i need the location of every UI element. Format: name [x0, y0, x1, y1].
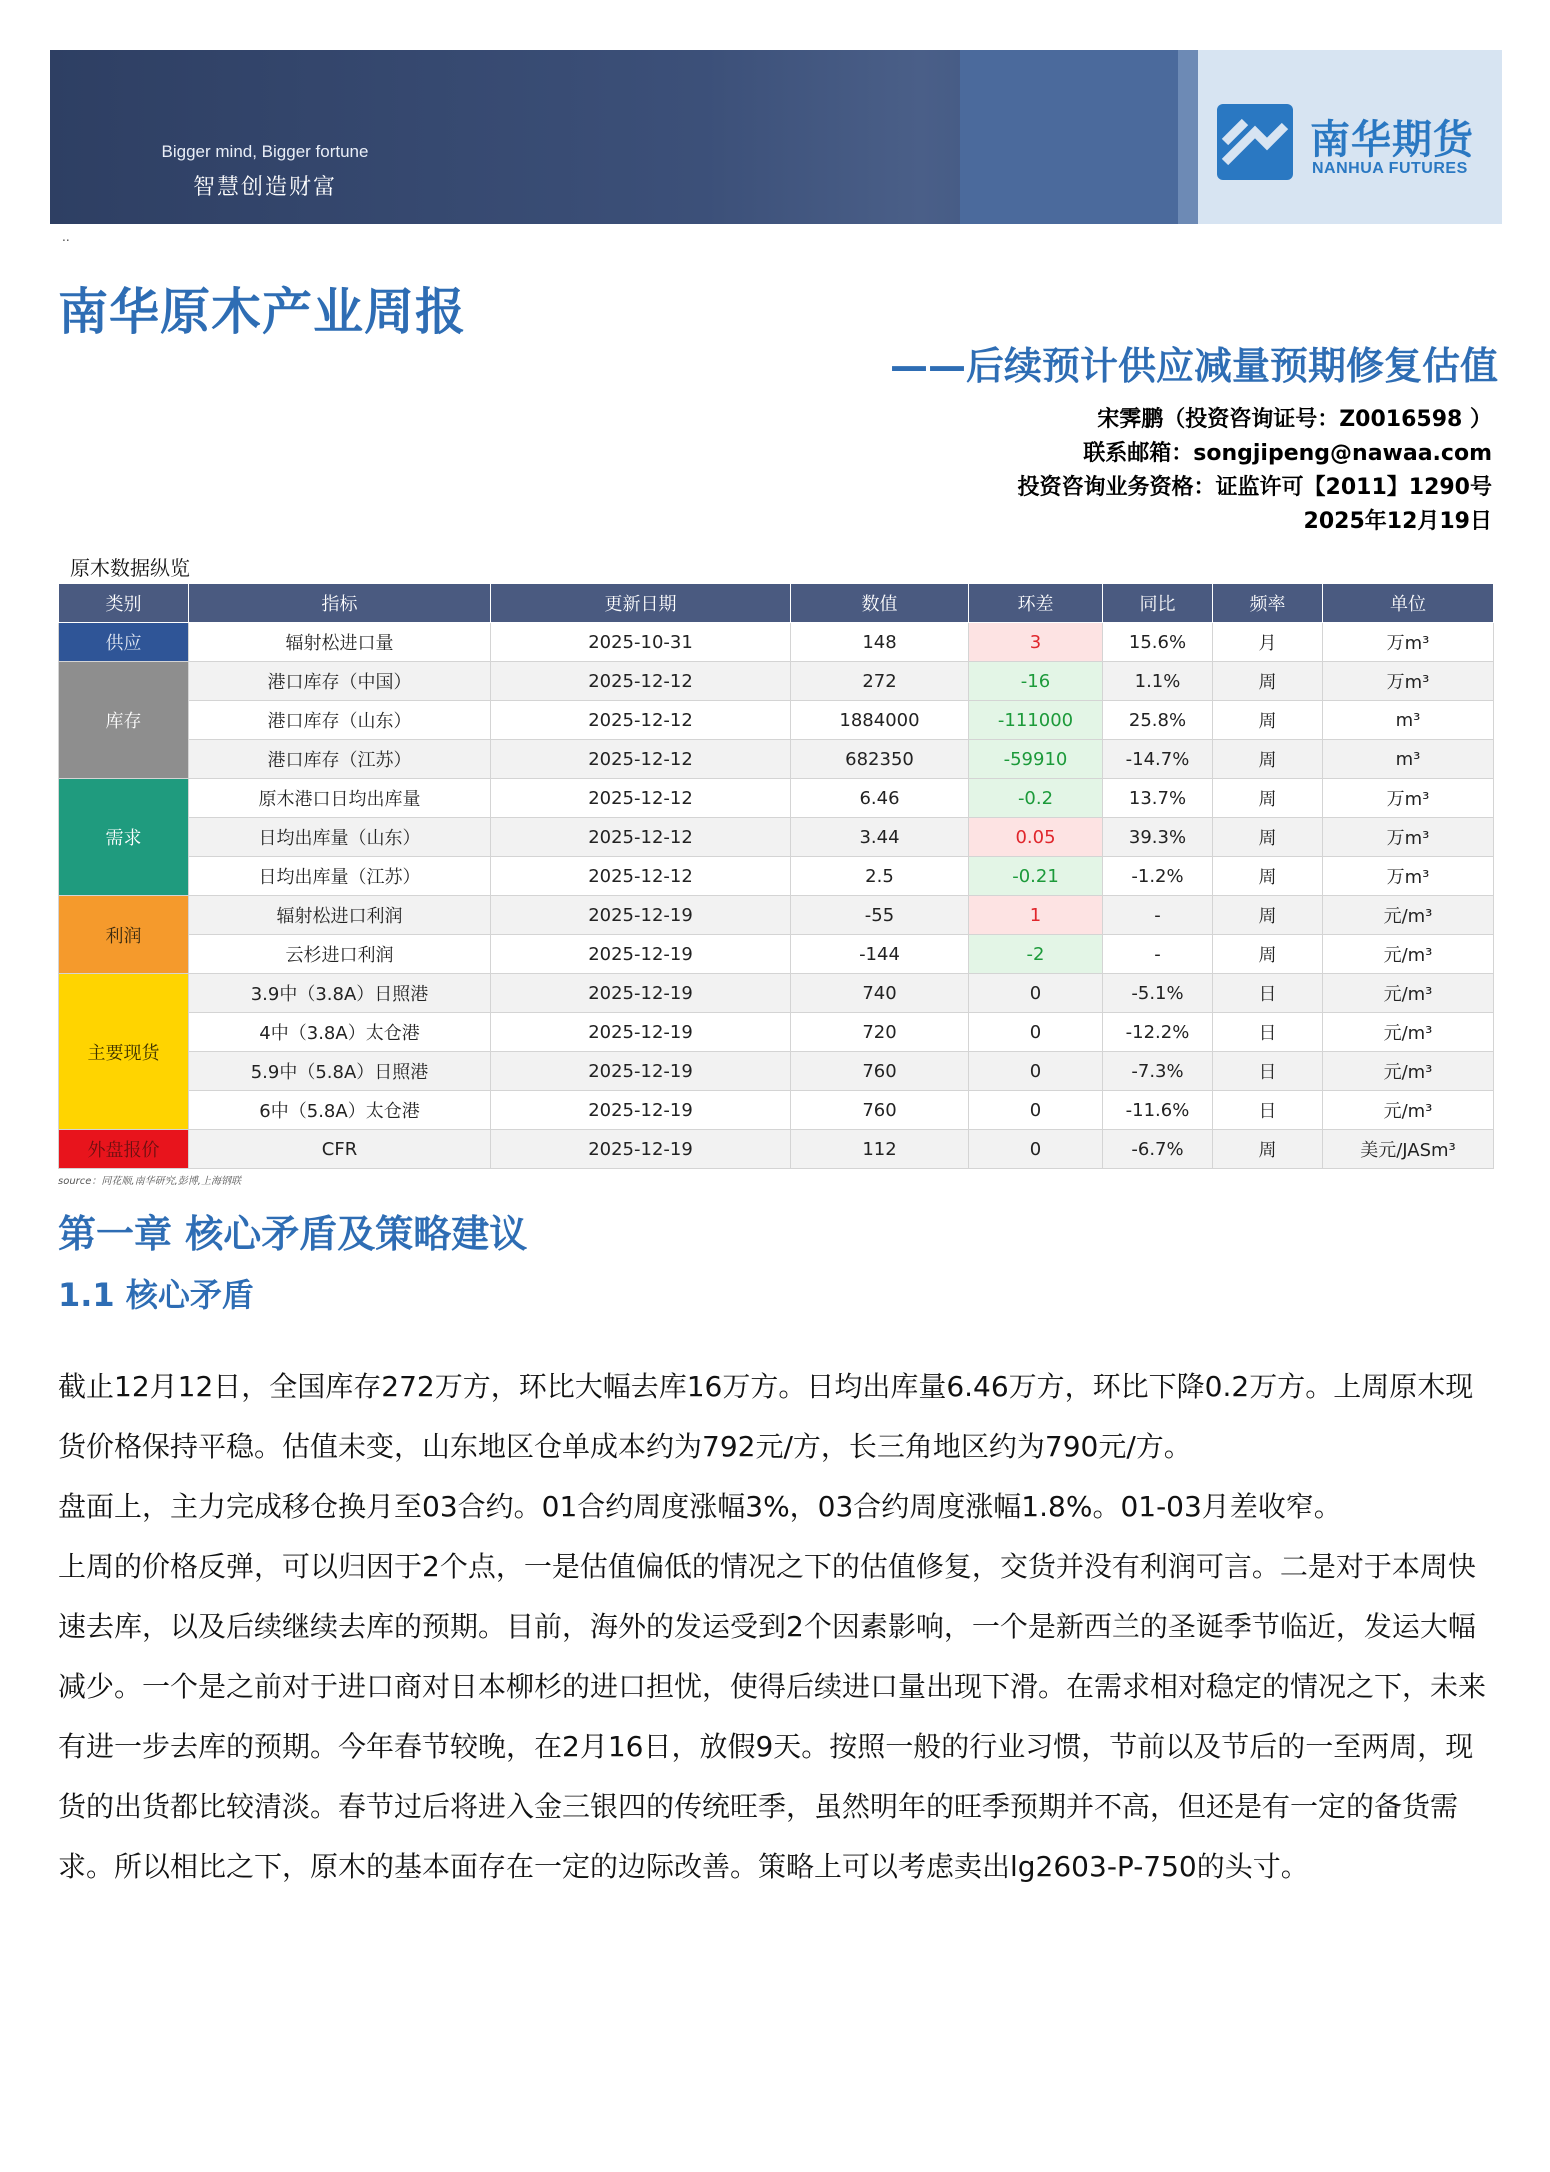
table-row [59, 896, 1494, 935]
freq-cell: 周 [1213, 896, 1323, 935]
value-cell: -144 [791, 935, 969, 974]
header-cell: 更新日期 [491, 584, 791, 623]
diff-cell: 0 [969, 1130, 1103, 1169]
table-row [59, 701, 1494, 740]
banner-band [1178, 50, 1198, 224]
indicator-cell: 港口库存（江苏） [189, 740, 491, 779]
table-row [59, 1013, 1494, 1052]
yoy-cell: -6.7% [1103, 1130, 1213, 1169]
freq-cell: 周 [1213, 1130, 1323, 1169]
unit-cell: 元/m³ [1323, 935, 1494, 974]
marker-dots: .. [62, 230, 70, 244]
report-date: 2025年12月19日 [1303, 509, 1492, 534]
header-cell: 数值 [791, 584, 969, 623]
table-row [59, 1091, 1494, 1130]
header-cell: 单位 [1323, 584, 1494, 623]
indicator-cell: 港口库存（山东） [189, 701, 491, 740]
date-cell: 2025-12-12 [491, 740, 791, 779]
freq-cell: 周 [1213, 740, 1323, 779]
header-cell: 频率 [1213, 584, 1323, 623]
unit-cell: 元/m³ [1323, 1013, 1494, 1052]
category-cell-profit: 利润 [59, 896, 189, 974]
table-row [59, 935, 1494, 974]
value-cell: 740 [791, 974, 969, 1013]
indicator-cell: 原木港口日均出库量 [189, 779, 491, 818]
date-cell: 2025-12-12 [491, 779, 791, 818]
header-cell: 指标 [189, 584, 491, 623]
diff-cell: 3 [969, 623, 1103, 662]
slogan-cn: 智慧创造财富 [192, 175, 337, 200]
date-cell: 2025-12-12 [491, 701, 791, 740]
unit-cell: 万m³ [1323, 779, 1494, 818]
unit-cell: 元/m³ [1323, 974, 1494, 1013]
value-cell: 6.46 [791, 779, 969, 818]
diff-cell: 0 [969, 974, 1103, 1013]
table-row [59, 857, 1494, 896]
yoy-cell: 1.1% [1103, 662, 1213, 701]
table-row [59, 779, 1494, 818]
header-cell: 类别 [59, 584, 189, 623]
value-cell: 682350 [791, 740, 969, 779]
freq-cell: 周 [1213, 701, 1323, 740]
indicator-cell: 4中（3.8A）太仓港 [189, 1013, 491, 1052]
date-cell: 2025-12-19 [491, 1013, 791, 1052]
date-cell: 2025-12-12 [491, 818, 791, 857]
unit-cell: 万m³ [1323, 623, 1494, 662]
date-cell: 2025-12-19 [491, 935, 791, 974]
unit-cell: 元/m³ [1323, 1052, 1494, 1091]
diff-cell: 0 [969, 1052, 1103, 1091]
indicator-cell: 辐射松进口量 [189, 623, 491, 662]
body-text [58, 1357, 1498, 1897]
logo-text-cn: 南华期货 [1310, 117, 1474, 163]
category-cell-stock: 库存 [59, 662, 189, 779]
freq-cell: 周 [1213, 818, 1323, 857]
date-cell: 2025-12-12 [491, 662, 791, 701]
freq-cell: 周 [1213, 779, 1323, 818]
report-subtitle: ——后续预计供应减量预期修复估值 [889, 344, 1498, 388]
diff-cell: 1 [969, 896, 1103, 935]
unit-cell: 元/m³ [1323, 1091, 1494, 1130]
category-cell-supply: 供应 [59, 623, 189, 662]
value-cell: 2.5 [791, 857, 969, 896]
table-row [59, 974, 1494, 1013]
unit-cell: 万m³ [1323, 662, 1494, 701]
author-block [1018, 403, 1492, 539]
nanhua-logo-icon [1215, 102, 1295, 182]
diff-cell: -0.2 [969, 779, 1103, 818]
yoy-cell: 13.7% [1103, 779, 1213, 818]
yoy-cell: 25.8% [1103, 701, 1213, 740]
yoy-cell: -7.3% [1103, 1052, 1213, 1091]
value-cell: 3.44 [791, 818, 969, 857]
date-cell: 2025-12-19 [491, 1091, 791, 1130]
yoy-cell: -14.7% [1103, 740, 1213, 779]
value-cell: 272 [791, 662, 969, 701]
paragraph: 上周的价格反弹，可以归因于2个点，一是估值偏低的情况之下的估值修复，交货并没有利润可言。二是对于本周快速去库，以及后续继续去库的预期。目前，海外的发运受到2个因素影响，一个是新西兰的圣诞季节临近，发运大幅减少。一个是之前对于进口商对日本柳杉的进口担忧，使得后续进口量出现下滑。在需求相对稳定的情况之下，未来有进一步去库的预期。今年春节较晚，在2月16日，放假9天。按照一般的行业习惯，节前以及节后的一至两周，现货的出货都比较清淡。春节过后将进入金三银四的传统旺季，虽然明年的旺季预期并不高，但还是有一定的备货需求。所以相比之下，原木的基本面存在一定的边际改善。策略上可以考虑卖出lg2603-P-750的头寸。 [58, 1550, 1487, 1883]
diff-cell: 0 [969, 1013, 1103, 1052]
diff-cell: -2 [969, 935, 1103, 974]
indicator-cell: 6中（5.8A）太仓港 [189, 1091, 491, 1130]
date-cell: 2025-12-19 [491, 896, 791, 935]
header-cell: 同比 [1103, 584, 1213, 623]
freq-cell: 周 [1213, 662, 1323, 701]
freq-cell: 周 [1213, 857, 1323, 896]
yoy-cell: 15.6% [1103, 623, 1213, 662]
diff-cell: -59910 [969, 740, 1103, 779]
value-cell: 112 [791, 1130, 969, 1169]
diff-cell: 0 [969, 1091, 1103, 1130]
diff-cell: -0.21 [969, 857, 1103, 896]
value-cell: 1884000 [791, 701, 969, 740]
value-cell: -55 [791, 896, 969, 935]
date-cell: 2025-12-19 [491, 1052, 791, 1091]
yoy-cell: 39.3% [1103, 818, 1213, 857]
data-overview-table [58, 583, 1494, 1169]
slogan-en: Bigger mind, Bigger fortune [161, 142, 369, 161]
table-row [59, 1052, 1494, 1091]
indicator-cell: 辐射松进口利润 [189, 896, 491, 935]
date-cell: 2025-12-19 [491, 974, 791, 1013]
yoy-cell: - [1103, 935, 1213, 974]
category-cell-demand: 需求 [59, 779, 189, 896]
yoy-cell: -12.2% [1103, 1013, 1213, 1052]
diff-cell: -16 [969, 662, 1103, 701]
value-cell: 148 [791, 623, 969, 662]
chapter-heading: 第一章 核心矛盾及策略建议 [58, 1212, 528, 1256]
logo-text-en: NANHUA FUTURES [1312, 160, 1468, 177]
diff-cell: 0.05 [969, 818, 1103, 857]
indicator-cell: 日均出库量（山东） [189, 818, 491, 857]
freq-cell: 月 [1213, 623, 1323, 662]
freq-cell: 周 [1213, 935, 1323, 974]
indicator-cell: 日均出库量（江苏） [189, 857, 491, 896]
freq-cell: 日 [1213, 1091, 1323, 1130]
yoy-cell: -11.6% [1103, 1091, 1213, 1130]
yoy-cell: - [1103, 896, 1213, 935]
indicator-cell: 5.9中（5.8A）日照港 [189, 1052, 491, 1091]
freq-cell: 日 [1213, 1052, 1323, 1091]
banner-band [960, 50, 1178, 224]
report-title: 南华原木产业周报 [58, 283, 466, 341]
author-name: 宋霁鹏（投资咨询证号：Z0016598 ） [1097, 407, 1492, 432]
indicator-cell: CFR [189, 1130, 491, 1169]
paragraph: 盘面上，主力完成移仓换月至03合约。01合约周度涨幅3%，03合约周度涨幅1.8%。01-03月差收窄。 [58, 1490, 1342, 1523]
indicator-cell: 港口库存（中国） [189, 662, 491, 701]
value-cell: 760 [791, 1052, 969, 1091]
table-caption: 原木数据纵览 [70, 556, 190, 580]
table-header-row [59, 584, 1494, 623]
unit-cell: 美元/JASm³ [1323, 1130, 1494, 1169]
table-source: source：同花顺,南华研究,彭博,上海钢联 [58, 1176, 241, 1187]
date-cell: 2025-12-12 [491, 857, 791, 896]
unit-cell: 万m³ [1323, 857, 1494, 896]
section-heading: 1.1 核心矛盾 [58, 1276, 254, 1314]
freq-cell: 日 [1213, 1013, 1323, 1052]
date-cell: 2025-12-19 [491, 1130, 791, 1169]
diff-cell: -111000 [969, 701, 1103, 740]
unit-cell: m³ [1323, 701, 1494, 740]
table-row [59, 1130, 1494, 1169]
unit-cell: 元/m³ [1323, 896, 1494, 935]
yoy-cell: -5.1% [1103, 974, 1213, 1013]
value-cell: 720 [791, 1013, 969, 1052]
indicator-cell: 3.9中（3.8A）日照港 [189, 974, 491, 1013]
unit-cell: 万m³ [1323, 818, 1494, 857]
value-cell: 760 [791, 1091, 969, 1130]
header-cell: 环差 [969, 584, 1103, 623]
category-cell-spot: 主要现货 [59, 974, 189, 1130]
table-row [59, 740, 1494, 779]
date-cell: 2025-10-31 [491, 623, 791, 662]
indicator-cell: 云杉进口利润 [189, 935, 491, 974]
yoy-cell: -1.2% [1103, 857, 1213, 896]
unit-cell: m³ [1323, 740, 1494, 779]
category-cell-ext: 外盘报价 [59, 1130, 189, 1169]
author-email: 联系邮箱：songjipeng@nawaa.com [1083, 441, 1492, 466]
table-row [59, 623, 1494, 662]
header-banner [50, 50, 1502, 224]
freq-cell: 日 [1213, 974, 1323, 1013]
table-row [59, 818, 1494, 857]
paragraph: 截止12月12日，全国库存272万方，环比大幅去库16万方。日均出库量6.46万方，环比下降0.2万方。上周原木现货价格保持平稳。估值未变，山东地区仓单成本约为792元/方，长三角地区约为790元/方。 [58, 1370, 1474, 1463]
author-license: 投资咨询业务资格：证监许可【2011】1290号 [1017, 475, 1492, 500]
table-row [59, 662, 1494, 701]
